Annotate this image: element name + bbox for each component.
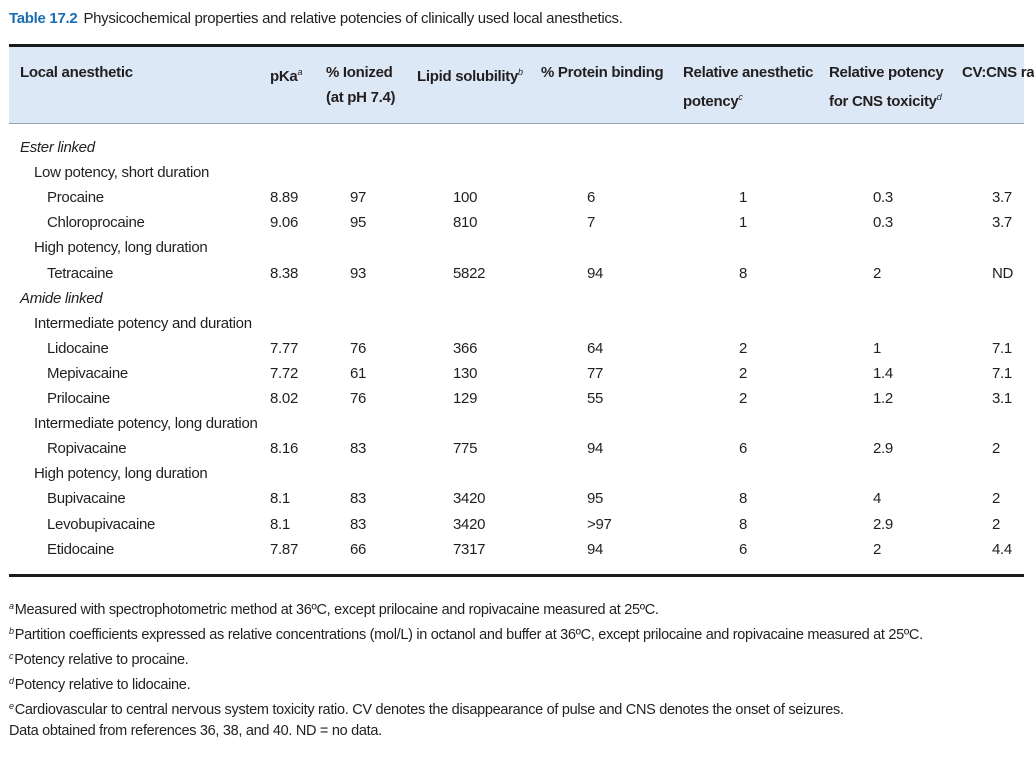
header-line: pKa [270, 68, 298, 85]
cell-cns: 1.4 [873, 364, 893, 382]
cell-protein: 94 [587, 440, 604, 458]
column-header [829, 60, 943, 114]
cell-lipid: 810 [453, 214, 478, 232]
table-row [0, 486, 1024, 511]
footnote-mark: a [9, 601, 14, 611]
cell-ionized: 76 [350, 390, 367, 407]
category-row [0, 135, 1024, 160]
cell-cvcns: 2 [992, 515, 1001, 533]
cell-protein: 7 [587, 214, 596, 232]
group-row [0, 411, 1024, 436]
cell-lipid: 7317 [453, 540, 486, 558]
cell-cvcns: 7.1 [992, 339, 1012, 357]
footnote-mark: c [9, 651, 14, 661]
cell-ionized: 61 [350, 364, 367, 382]
cell-cns: 2.9 [873, 515, 893, 533]
table-row [0, 261, 1024, 286]
group-row [0, 311, 1024, 336]
drug-name: Chloroprocaine [47, 214, 145, 232]
table-caption [9, 10, 623, 27]
footnote-text: Partition coefficients expressed as relative concentrations (mol/L) in octanol and buffer at 36ºC, except prilocaine and ropivacaine measured at 25ºC. [14, 627, 923, 643]
cell-cns: 2.9 [873, 440, 893, 458]
cell-potency: 8 [739, 490, 748, 508]
table-row [0, 361, 1024, 386]
cell-potency: 2 [739, 339, 748, 357]
cell-cns: 0.3 [873, 189, 893, 207]
column-header [20, 60, 133, 85]
cell-potency: 6 [739, 540, 748, 558]
table-number: Table 17.2 [9, 10, 78, 27]
cell-lipid: 129 [453, 390, 478, 407]
cell-protein: 55 [587, 390, 604, 407]
group-row [0, 461, 1024, 486]
cell-lipid: 775 [453, 440, 478, 458]
column-header [962, 60, 1034, 85]
footnote-mark: d [9, 676, 14, 686]
header-line: Local anesthetic [20, 64, 133, 81]
header-line: Lipid solubility [417, 68, 519, 85]
drug-name: Ropivacaine [47, 440, 127, 458]
group-label: Low potency, short duration [34, 164, 210, 182]
cell-cvcns: 2 [992, 490, 1001, 508]
table-row [0, 386, 1024, 411]
table-row [0, 336, 1024, 361]
cell-ionized: 66 [350, 540, 367, 558]
footnote-mark: e [9, 701, 14, 711]
cell-cvcns: 4.4 [992, 540, 1012, 558]
cell-potency: 1 [739, 189, 748, 207]
bottom-rule [9, 574, 1024, 577]
drug-name: Bupivacaine [47, 490, 126, 508]
drug-name: Mepivacaine [47, 364, 128, 382]
cell-pka: 7.87 [270, 540, 298, 558]
footnote-text: Data obtained from references 36, 38, and 40. ND = no data. [9, 723, 382, 739]
category-label: Ester linked [20, 139, 95, 156]
cell-cvcns: 7.1 [992, 364, 1012, 382]
column-header [270, 60, 302, 89]
drug-name: Tetracaine [47, 264, 114, 282]
cell-protein: 6 [587, 189, 596, 207]
cell-ionized: 83 [350, 490, 367, 508]
header-line: Relative anesthetic [683, 64, 814, 81]
cell-cvcns: 3.7 [992, 214, 1012, 232]
group-row [0, 160, 1024, 185]
table-row [0, 512, 1024, 537]
footnote-text: Cardiovascular to central nervous system toxicity ratio. CV denotes the disappearance of pulse and CNS denotes the onset of seizures. [14, 702, 844, 718]
table-row [0, 185, 1024, 210]
category-label: Amide linked [20, 289, 103, 307]
header-line: potency [683, 93, 739, 110]
header-line: Relative potency [829, 64, 944, 81]
footnote-mark: d [936, 92, 942, 102]
footnote [9, 719, 382, 744]
cell-cns: 0.3 [873, 214, 893, 232]
cell-lipid: 3420 [453, 515, 486, 533]
cell-ionized: 83 [350, 515, 367, 533]
cell-potency: 1 [739, 214, 748, 232]
cell-ionized: 83 [350, 440, 367, 458]
header-line: (at pH 7.4) [326, 89, 396, 106]
cell-lipid: 130 [453, 364, 478, 382]
cell-potency: 8 [739, 264, 748, 282]
cell-pka: 8.02 [270, 390, 298, 407]
header-line: % Ionized [326, 64, 393, 81]
cell-lipid: 5822 [453, 264, 486, 282]
cell-potency: 2 [739, 390, 748, 407]
footnote-mark: b [9, 626, 14, 636]
header-line: for CNS toxicity [829, 93, 937, 110]
cell-ionized: 93 [350, 264, 367, 282]
column-header [417, 60, 523, 89]
cell-lipid: 366 [453, 339, 478, 357]
cell-pka: 7.72 [270, 364, 298, 382]
group-label: Intermediate potency, long duration [34, 415, 258, 433]
cell-pka: 8.16 [270, 440, 298, 458]
cell-cns: 2 [873, 540, 882, 558]
cell-protein: 64 [587, 339, 604, 357]
footnote-mark: c [738, 92, 743, 102]
cell-pka: 8.89 [270, 189, 298, 207]
cell-lipid: 3420 [453, 490, 486, 508]
header-line: CV:CNS ra [962, 64, 1034, 81]
cell-potency: 8 [739, 515, 748, 533]
drug-name: Prilocaine [47, 390, 110, 407]
cell-pka: 8.38 [270, 264, 298, 282]
cell-pka: 8.1 [270, 515, 290, 533]
cell-cvcns: ND [992, 264, 1014, 282]
cell-ionized: 76 [350, 339, 367, 357]
group-label: High potency, long duration [34, 465, 208, 483]
cell-lipid: 100 [453, 189, 478, 207]
cell-ionized: 97 [350, 189, 367, 207]
group-row [0, 235, 1024, 260]
cell-cvcns: 3.1 [992, 390, 1012, 407]
cell-protein: 94 [587, 540, 604, 558]
table-title: Physicochemical properties and relative potencies of clinically used local anesthetics. [83, 10, 623, 27]
header-line: % Protein binding [541, 64, 664, 81]
footnote-mark: b [518, 67, 523, 77]
cell-ionized: 95 [350, 214, 367, 232]
cell-cvcns: 3.7 [992, 189, 1012, 207]
footnote-mark: a [297, 67, 303, 77]
cell-protein: 94 [587, 264, 604, 282]
cell-protein: 95 [587, 490, 604, 508]
cell-pka: 8.1 [270, 490, 290, 508]
cell-cns: 1 [873, 339, 882, 357]
column-header [541, 60, 663, 85]
category-row [0, 286, 1024, 311]
group-label: High potency, long duration [34, 239, 208, 257]
table-row [0, 210, 1024, 235]
cell-potency: 2 [739, 364, 748, 382]
table-row [0, 436, 1024, 461]
cell-cns: 2 [873, 264, 882, 282]
footnote-text: Potency relative to procaine. [14, 652, 189, 668]
cell-protein: >97 [587, 515, 612, 533]
column-header [326, 60, 395, 110]
drug-name: Etidocaine [47, 540, 115, 558]
footnote-text: Potency relative to lidocaine. [14, 677, 191, 693]
drug-name: Levobupivacaine [47, 515, 156, 533]
cell-pka: 9.06 [270, 214, 298, 232]
cell-pka: 7.77 [270, 339, 298, 357]
cell-cvcns: 2 [992, 440, 1001, 458]
column-header [683, 60, 813, 114]
cell-cns: 1.2 [873, 390, 893, 407]
footnote-text: Measured with spectrophotometric method at 36ºC, except prilocaine and ropivacaine measured at 25ºC. [14, 602, 659, 618]
drug-name: Procaine [47, 189, 104, 207]
group-label: Intermediate potency and duration [34, 314, 252, 332]
table-row [0, 537, 1024, 562]
cell-potency: 6 [739, 440, 748, 458]
cell-protein: 77 [587, 364, 604, 382]
cell-cns: 4 [873, 490, 882, 508]
drug-name: Lidocaine [47, 339, 109, 357]
